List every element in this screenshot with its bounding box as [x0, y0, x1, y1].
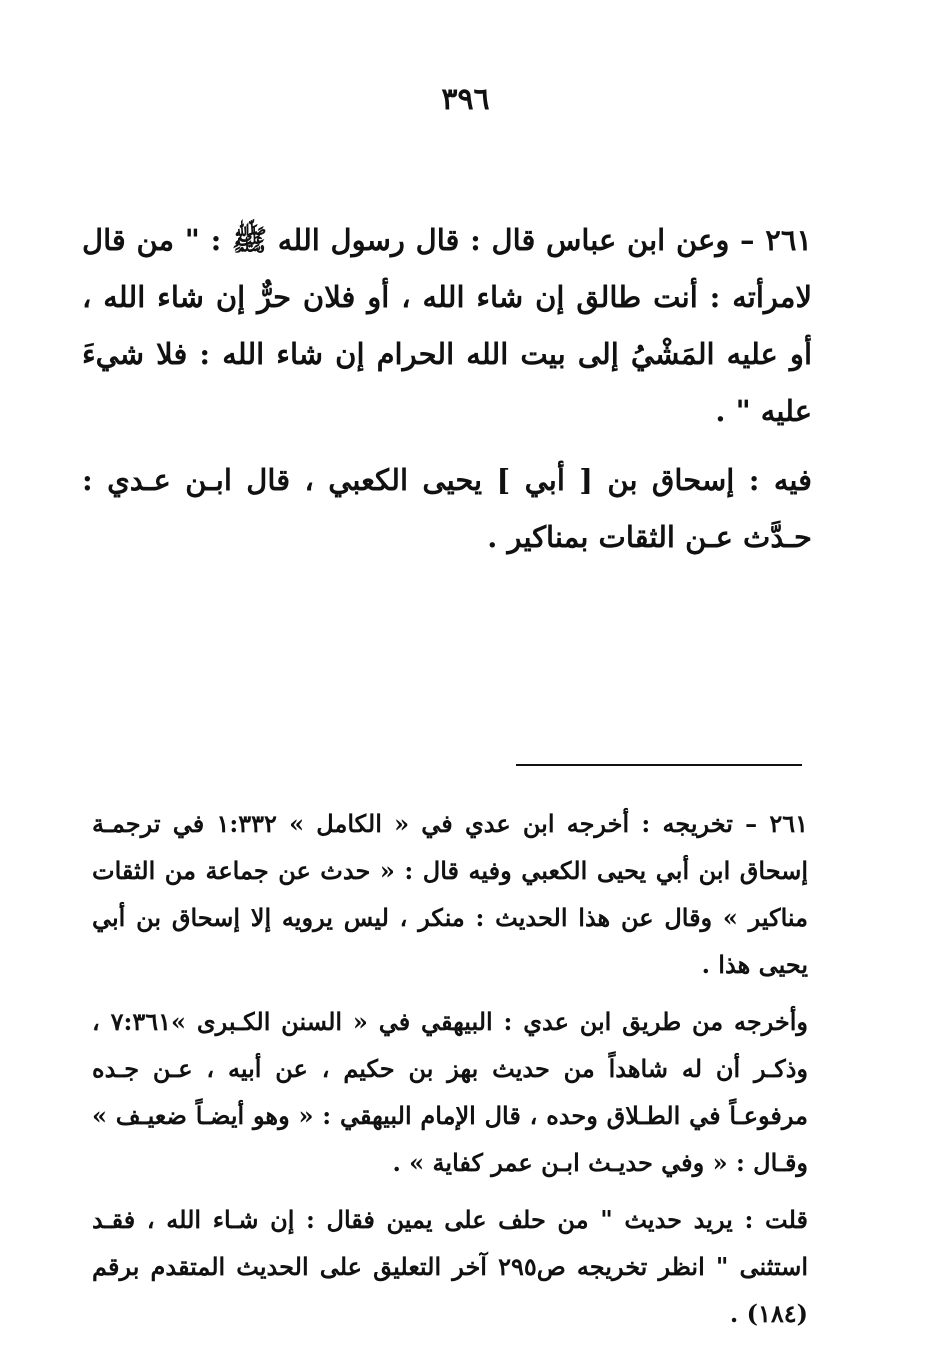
- page-number: ٣٩٦: [441, 82, 490, 117]
- hadith-comment: فيه : إسحاق بن [ أبي ] يحيى الكعبي ، قال ابـن عـدي : حـدَّث عـن الثقات بمناكير .: [82, 463, 812, 554]
- footnote-takhrij-2: وأخرجه من طريق ابن عدي : البيهقي في « السنن الكـبرى »٧:٣٦١ ، وذكـر أن له شاهداً من حديث بهز بن حكيم ، عن أبيه ، عـن جـده مرفوعـاً في الطـلاق وحده ، قال الإمام البيهقي : « وهو أيضـاً ضعيـف » وقـال : « وفي حديـث ابـن عمر كفاية » .: [92, 1007, 808, 1177]
- main-text: [82, 212, 812, 566]
- footnote-divider: [516, 764, 802, 766]
- hadith-text: ٢٦١ – وعن ابن عباس قال : قال رسول الله ﷺ : " من قال لامرأته : أنت طالق إن شاء الله ، أو فلان حرٌّ إن شاء الله ، أو عليه المَشْيُ إلى بيت الله الحرام إن شاء الله : فلا شيءَ عليه " .: [82, 223, 812, 428]
- footnote-takhrij-1: ٢٦١ – تخريجه : أخرجه ابن عدي في « الكامل » ١:٣٣٢ في ترجمـة إسحاق ابن أبي يحيى الكعبي وفيه قال : « حدث عن جماعة من الثقات مناكير » وقال عن هذا الحديث : منكر ، ليس يرويه إلا إسحاق بن أبي يحيى هذا .: [92, 809, 809, 979]
- footnote-note: قلت : يريد حديث " من حلف على يمين فقال : إن شـاء الله ، فقـد استثنى " انظر تخريجه ص٢٩٥ آخر التعليق على الحديث المتقدم برقم (١٨٤) .: [92, 1205, 809, 1328]
- footnotes: [92, 800, 808, 1337]
